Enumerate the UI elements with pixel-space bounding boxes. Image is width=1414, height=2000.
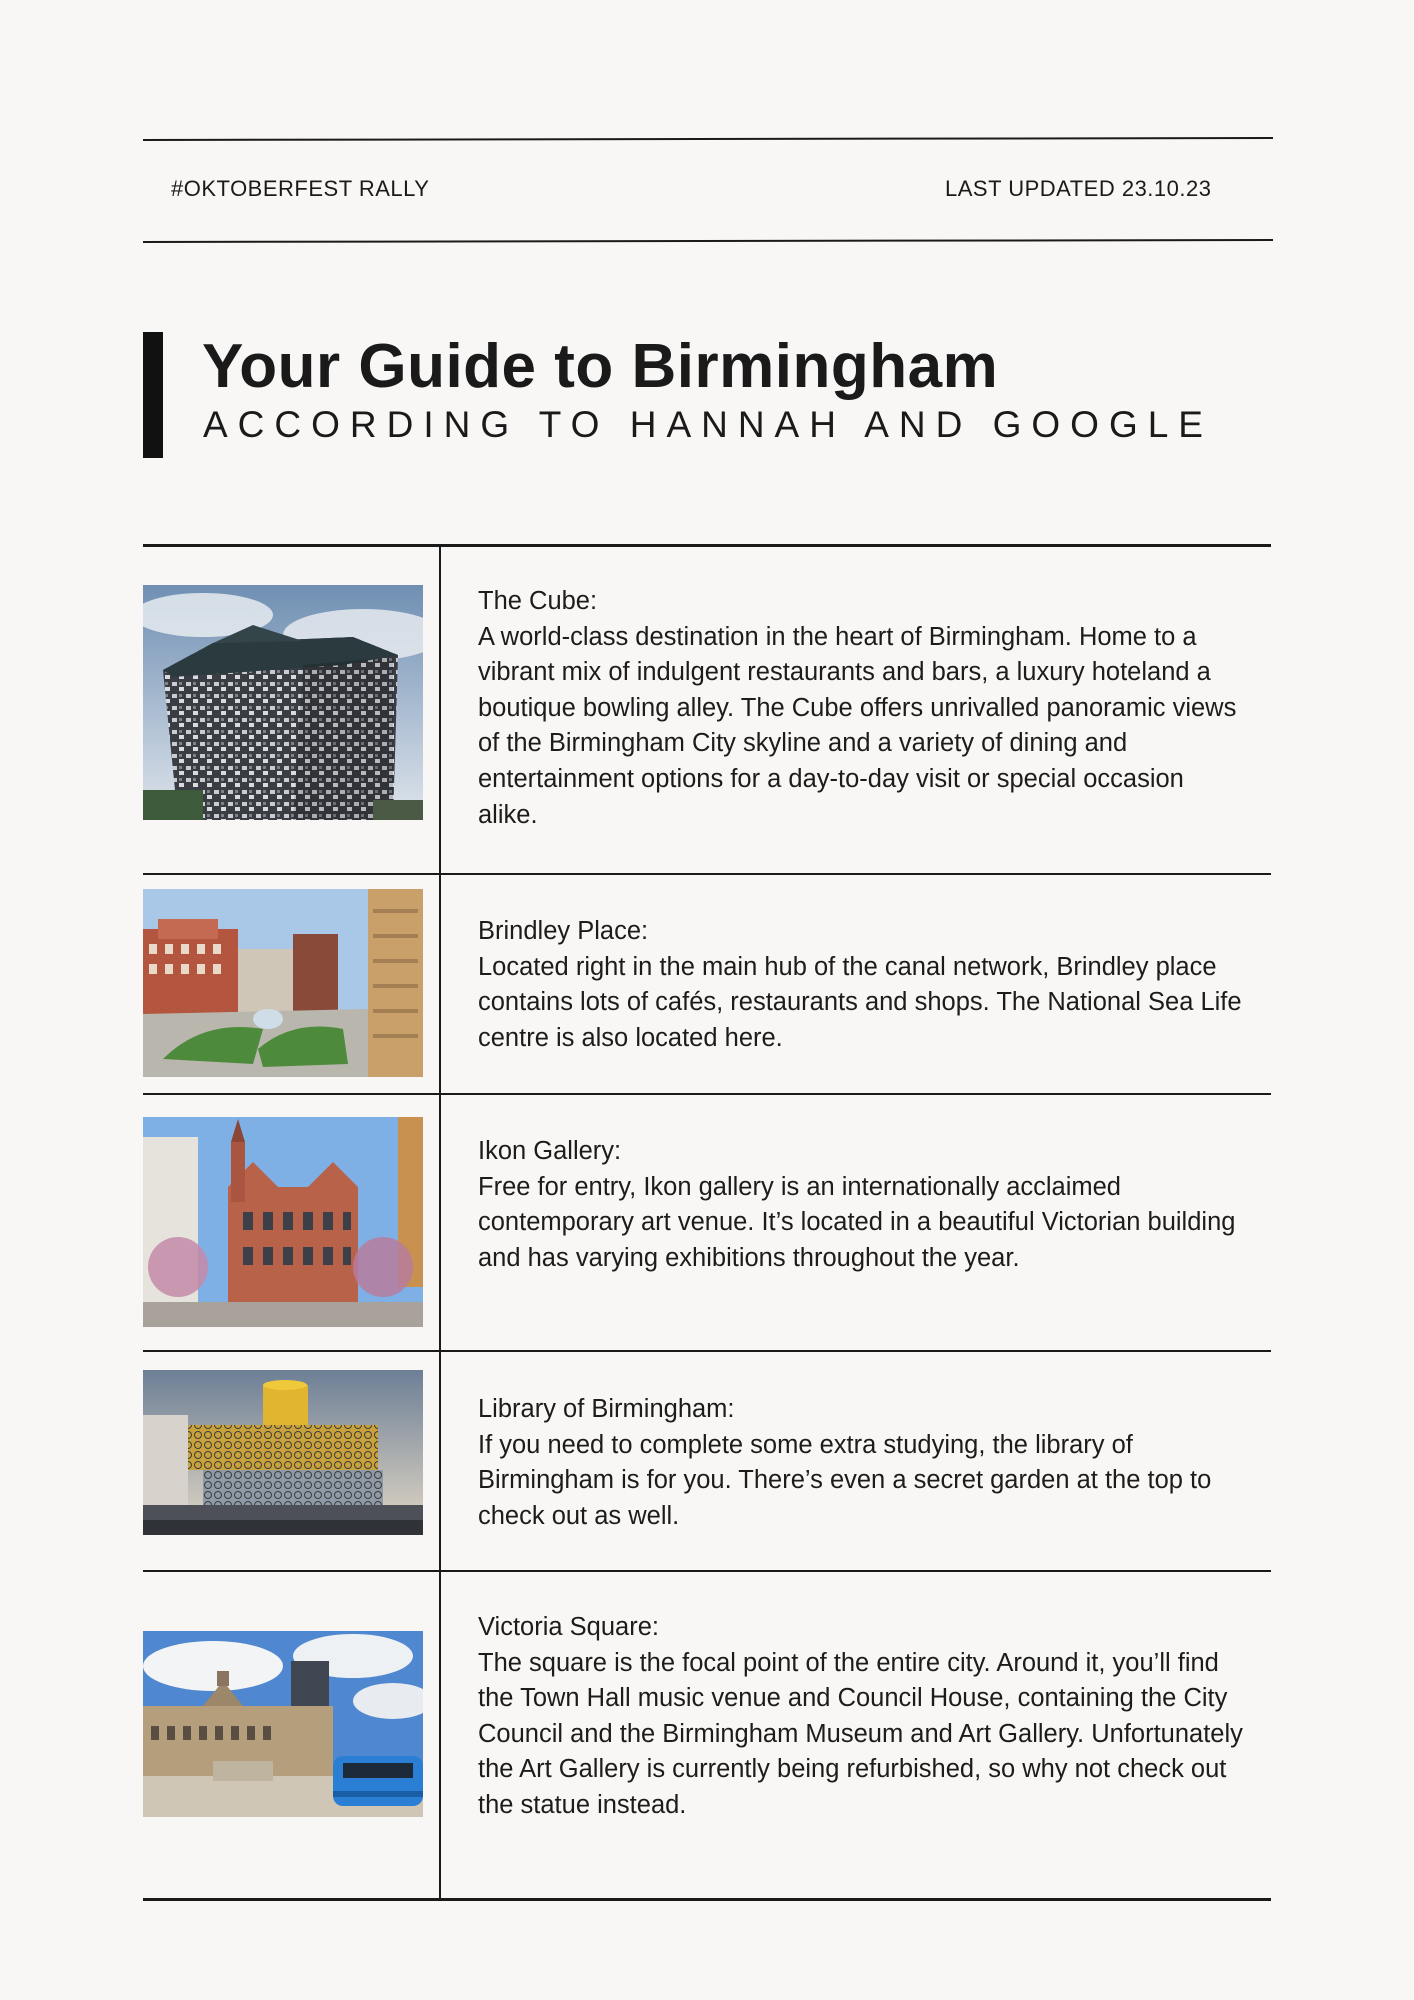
place-description: The square is the focal point of the entire city. Around it, you’ll find the Town Hall music venue and Council House, containing the City Council and the Birmingham Museum and Art Gallery. Unfortunately the Art Gallery is currently being refurbished, so why not check out the statue instead. bbox=[478, 1648, 1243, 1819]
place-description: Free for entry, Ikon gallery is an internationally acclaimed contemporary art venue. It’s located in a beautiful Victorian building and has varying exhibitions throughout the year. bbox=[478, 1172, 1236, 1272]
row-divider bbox=[143, 873, 1271, 875]
table-bottom-rule bbox=[143, 1898, 1271, 1901]
row-divider bbox=[143, 1350, 1271, 1352]
page-subtitle: ACCORDING TO HANNAH AND GOOGLE bbox=[203, 404, 1213, 445]
place-name: The Cube: bbox=[478, 587, 598, 615]
place-name: Victoria Square: bbox=[478, 1613, 659, 1641]
table-column-divider bbox=[439, 546, 441, 1900]
library-of-birmingham-entry bbox=[478, 1392, 1248, 1534]
header-bottom-rule bbox=[143, 239, 1273, 243]
place-name: Ikon Gallery: bbox=[478, 1137, 622, 1165]
place-name: Library of Birmingham: bbox=[478, 1395, 735, 1423]
row-divider bbox=[143, 1093, 1271, 1095]
victoria-square-entry bbox=[478, 1610, 1248, 1824]
library-of-birmingham-photo bbox=[143, 1370, 423, 1535]
ikon-gallery-photo bbox=[143, 1117, 423, 1327]
brindley-place-photo bbox=[143, 889, 423, 1077]
place-description: A world-class destination in the heart of Birmingham. Home to a vibrant mix of indulgent restaurants and bars, a luxury hoteland a boutique bowling alley. The Cube offers unrivalled panoramic views of the Birmingham City skyline and a variety of dining and entertainment options for a day-to-day visit or special occasion alike. bbox=[478, 622, 1237, 829]
the-cube-entry bbox=[478, 584, 1248, 833]
title-accent-bar bbox=[143, 332, 163, 458]
victoria-square-photo bbox=[143, 1631, 423, 1817]
table-top-rule bbox=[143, 544, 1271, 547]
brindley-place-entry bbox=[478, 914, 1248, 1056]
the-cube-photo bbox=[143, 585, 423, 820]
place-description: If you need to complete some extra studying, the library of Birmingham is for you. There’s even a secret garden at the top to check out as well. bbox=[478, 1430, 1212, 1530]
header-tag: #OKTOBERFEST RALLY bbox=[171, 176, 430, 201]
place-description: Located right in the main hub of the canal network, Brindley place contains lots of cafés, restaurants and shops. The National Sea Life centre is also located here. bbox=[478, 952, 1242, 1052]
header-updated: LAST UPDATED 23.10.23 bbox=[945, 176, 1212, 201]
ikon-gallery-entry bbox=[478, 1134, 1248, 1276]
header-top-rule bbox=[143, 137, 1273, 141]
row-divider bbox=[143, 1570, 1271, 1572]
page-title: Your Guide to Birmingham bbox=[202, 332, 999, 401]
place-name: Brindley Place: bbox=[478, 917, 649, 945]
